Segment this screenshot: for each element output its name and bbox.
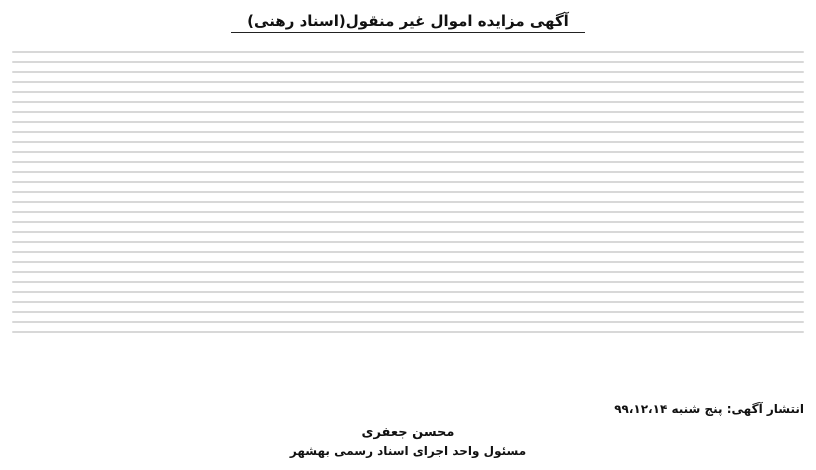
body-line-placeholder xyxy=(12,141,804,143)
body-line-placeholder xyxy=(12,281,804,283)
page-title: آگهی مزایده اموال غیر منقول(اسناد رهنی) xyxy=(231,10,585,33)
body-line-placeholder xyxy=(12,211,804,213)
body-line-placeholder xyxy=(12,261,804,263)
notice-footer xyxy=(12,402,804,460)
body-line-placeholder xyxy=(12,81,804,83)
body-line-placeholder xyxy=(12,91,804,93)
body-line-placeholder xyxy=(12,121,804,123)
signature-block xyxy=(12,424,804,460)
body-line-placeholder xyxy=(12,171,804,173)
body-line-placeholder xyxy=(12,291,804,293)
body-line-placeholder xyxy=(12,71,804,73)
signer-title: مسئول واحد اجرای اسناد رسمی بهشهر xyxy=(289,443,527,458)
body-line-placeholder xyxy=(12,61,804,63)
body-line-placeholder xyxy=(12,321,804,323)
body-line-placeholder xyxy=(12,101,804,103)
body-line-placeholder xyxy=(12,311,804,313)
body-line-placeholder xyxy=(12,151,804,153)
body-line-placeholder xyxy=(12,331,804,333)
publication-line: انتشار آگهی: پنج شنبه ۹۹،۱۲،۱۴ xyxy=(614,401,804,416)
body-line-placeholder xyxy=(12,251,804,253)
body-line-placeholder xyxy=(12,271,804,273)
body-line-placeholder xyxy=(12,131,804,133)
body-line-placeholder xyxy=(12,191,804,193)
signer-name: محسن جعفری xyxy=(361,424,455,440)
body-line-placeholder xyxy=(12,111,804,113)
body-line-placeholder xyxy=(12,231,804,233)
body-line-placeholder xyxy=(12,221,804,223)
body-line-placeholder xyxy=(12,201,804,203)
body-line-placeholder xyxy=(12,181,804,183)
body-line-placeholder xyxy=(12,301,804,303)
body-line-placeholder xyxy=(12,161,804,163)
body-line-placeholder xyxy=(12,241,804,243)
notice-body-placeholder xyxy=(12,43,804,333)
body-line-placeholder xyxy=(12,51,804,53)
title-row xyxy=(12,10,804,33)
